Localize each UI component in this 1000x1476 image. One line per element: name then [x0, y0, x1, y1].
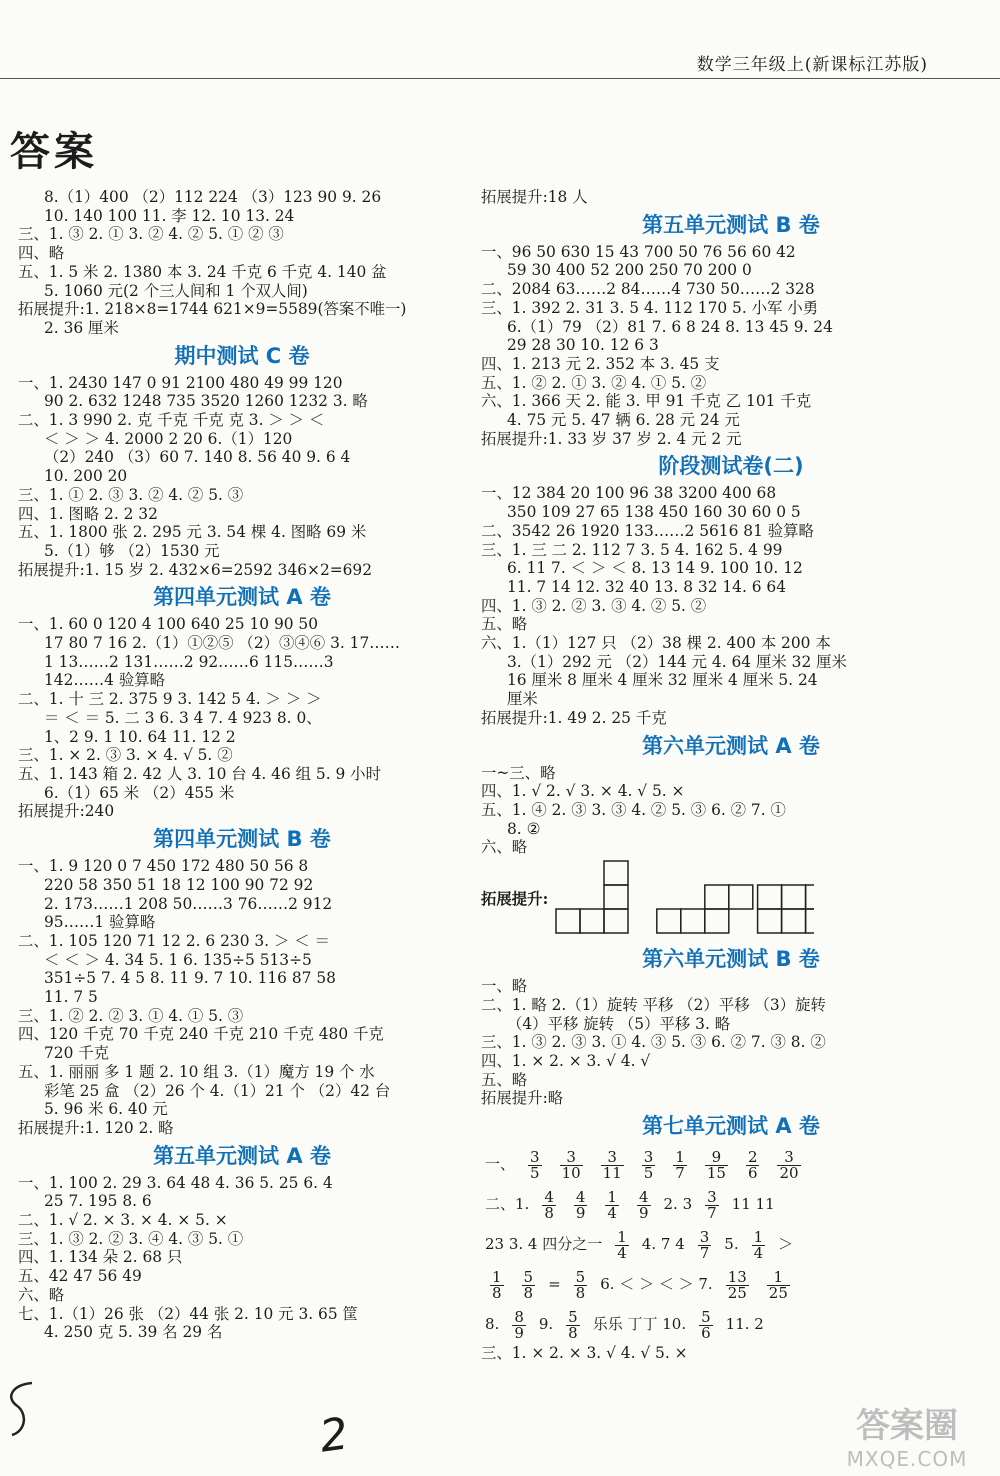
answer-line: 1、2 9. 1 10. 64 11. 12 2 [44, 727, 236, 746]
answer-line: 拓展提升:240 [18, 802, 115, 821]
net-square [604, 885, 628, 909]
answer-line: （2）240 （3）60 7. 140 8. 56 40 9. 6 4 [44, 448, 351, 467]
answer-line: 三、1. ① 2. ③ 3. ② 4. ② 5. ③ [18, 485, 244, 504]
denominator: 8 [492, 1283, 502, 1302]
answer-line: 拓展提升:1. 49 2. 25 千克 [481, 708, 667, 727]
denominator: 9 [514, 1323, 524, 1342]
denominator: 7 [675, 1163, 685, 1182]
answer-line: 一、1. 2430 147 0 91 2100 480 49 99 120 [18, 373, 343, 392]
answer-line: 五、略 [481, 615, 528, 634]
answer-line: 一、12 384 20 100 96 38 3200 400 68 [481, 484, 777, 503]
denominator: 4 [617, 1243, 627, 1262]
fraction [673, 1147, 687, 1182]
net-square [580, 909, 604, 933]
fraction [752, 1227, 766, 1262]
fraction [601, 1147, 624, 1182]
answer-line: 95……1 验算略 [44, 913, 156, 932]
answer-section [481, 941, 981, 1108]
answer-line: 一、1. 60 0 120 4 100 640 25 10 90 50 [18, 615, 319, 634]
fraction [615, 1227, 629, 1262]
answer-line: 一、1. 100 2. 29 3. 64 48 4. 36 5. 25 6. 4 [18, 1173, 333, 1192]
answer-section [18, 579, 466, 821]
answer-line: 二、3542 26 1920 133……2 5616 81 验算略 [481, 521, 814, 540]
fraction [767, 1267, 790, 1302]
numerator: 8 [514, 1307, 524, 1326]
fraction [705, 1187, 719, 1222]
answer-line: 1 13……2 131……2 92……6 115……3 [44, 652, 334, 671]
fraction-row [481, 1224, 981, 1264]
fraction [605, 1187, 619, 1222]
answer-line: 二、1. 105 120 71 12 2. 6 230 3. ＞ ＜ ＝ [18, 931, 330, 950]
section-title: 第六单元测试 A 卷 [642, 733, 820, 758]
answer-line: 3.（1）292 元 （2）144 元 4. 64 厘米 32 厘米 [507, 652, 847, 671]
answer-line: 二、1. 略 2.（1）旋转 平移 （2）平移 （3）旋转 [481, 995, 826, 1014]
fraction [777, 1147, 800, 1182]
numerator: 1 [767, 1270, 790, 1286]
answer-line: 一、略 [481, 977, 528, 996]
denominator: 6 [701, 1323, 711, 1342]
answer-text: 11 11 [731, 1195, 775, 1214]
watermark [822, 1398, 992, 1471]
answer-line: 142……4 验算略 [44, 671, 166, 690]
answer-line: 三、1. 392 2. 31 3. 5 4. 112 170 5. 小军 小勇 [481, 298, 819, 317]
answer-text: 11. 2 [725, 1315, 764, 1334]
question-label: 二、1. [485, 1195, 530, 1214]
fraction-row [481, 1304, 981, 1344]
numerator: 1 [753, 1227, 764, 1246]
fraction-row [481, 1184, 981, 1224]
fraction [522, 1267, 536, 1302]
answer-line: 五、1. 丽丽 多 1 题 2. 10 组 3.（1）魔方 19 个 水 [18, 1062, 375, 1081]
section-title: 期中测试 C 卷 [174, 343, 310, 368]
net-square [657, 909, 681, 933]
net-square [806, 909, 814, 933]
denominator: 7 [699, 1243, 710, 1262]
fraction [699, 1307, 713, 1342]
numerator: 13 [727, 1267, 747, 1286]
fraction [528, 1147, 542, 1182]
answer-line: 17 80 7 16 2.（1）①②⑤ （2）③④⑥ 3. 17…… [44, 634, 401, 653]
answer-line: 6.（1）79 （2）81 7. 6 8 24 8. 13 45 9. 24 [507, 317, 833, 336]
section-title: 第四单元测试 A 卷 [153, 585, 331, 610]
subject-header: 数学三年级上(新课标江苏版) [696, 55, 928, 75]
answer-line: 六、1.（1）127 只 （2）38 棵 2. 400 本 200 本 [481, 634, 831, 653]
answer-line: 8. ② [507, 819, 541, 838]
page-title: 答案 [10, 129, 98, 175]
answer-line: 6.（1）65 米 （2）455 米 [44, 783, 235, 802]
section-title: 第四单元测试 B 卷 [153, 827, 331, 852]
answer-line: 5.（1）够 （2）1530 元 [44, 541, 220, 560]
question-label: 一、 [485, 1155, 516, 1174]
numerator: 3 [530, 1147, 540, 1166]
net-square [705, 909, 729, 933]
fraction [637, 1187, 651, 1222]
answer-line: 七、1.（1）26 张 （2）44 张 2. 10 元 3. 65 筐 [18, 1304, 358, 1323]
denominator: 8 [575, 1283, 586, 1302]
answer-line: 二、1. √ 2. × 3. × 4. × 5. × [18, 1211, 228, 1230]
answer-line: 二、2084 63……2 84……4 730 50……2 328 [481, 280, 815, 299]
numerator: 3 [601, 1150, 624, 1166]
answer-line: 拓展提升:1. 33 岁 37 岁 2. 4 元 2 元 [481, 429, 742, 448]
answer-line: 三、1. × 2. × 3. √ 4. √ 5. × [481, 1344, 688, 1363]
answer-text: 4. 7 4 [641, 1235, 685, 1254]
answer-line: 四、1. 134 朵 2. 68 只 [18, 1248, 183, 1267]
answer-line: 59 30 400 52 200 250 70 200 0 [507, 261, 752, 280]
answer-line: 五、1. 5 米 2. 1380 本 3. 24 千克 6 千克 4. 140 盆 [18, 262, 387, 281]
answer-line: 4. 250 克 5. 39 名 29 名 [44, 1323, 223, 1342]
answer-text: 23 3. 4 四分之一 [485, 1235, 603, 1254]
numerator: 5 [701, 1307, 711, 1326]
answer-section [481, 188, 981, 207]
answer-section [18, 338, 466, 580]
left-column [18, 188, 466, 1342]
answer-line: 四、1. × 2. × 3. √ 4. √ [481, 1051, 651, 1070]
fraction [542, 1187, 556, 1222]
section-title: 第五单元测试 B 卷 [642, 212, 820, 237]
numerator: 1 [607, 1187, 617, 1206]
net-square [604, 909, 628, 933]
answer-line: 四、1. ③ 2. ② 3. ③ 4. ② 5. ② [481, 596, 707, 615]
answer-line: 五、42 47 56 49 [18, 1267, 142, 1286]
answer-line: 16 厘米 8 厘米 4 厘米 32 厘米 4 厘米 5. 24 [507, 671, 818, 690]
answer-section [481, 207, 981, 449]
answer-line: 彩笔 25 盒 （2）26 个 4.（1）21 个 （2）42 台 [44, 1081, 391, 1100]
answer-line: 四、1. 213 元 2. 352 本 3. 45 支 [481, 354, 720, 373]
answer-text: 5. [724, 1235, 739, 1254]
answer-section [18, 188, 466, 338]
answer-line: 拓展提升:1. 15 岁 2. 432×6=2592 346×2=692 [18, 560, 373, 579]
denominator: 4 [607, 1203, 617, 1222]
answer-text: ＞ [778, 1235, 794, 1254]
numerator: 5 [568, 1307, 578, 1326]
answer-line: ＜ ＜ ＞ 4. 34 5. 1 6. 135÷5 513÷5 [44, 950, 312, 969]
denominator: 20 [779, 1163, 799, 1182]
section-title: 第五单元测试 A 卷 [153, 1143, 331, 1168]
answer-line: 90 2. 632 1248 735 3520 1260 1232 3. 略 [44, 392, 368, 411]
denominator: 5 [643, 1163, 654, 1182]
answer-line: 三、1. × 2. ③ 3. × 4. √ 5. ② [18, 746, 233, 765]
answer-section [18, 821, 466, 1138]
answer-text: = [548, 1275, 561, 1294]
answer-text: 6. ＜ ＞ ＜ ＞ 7. [600, 1275, 713, 1294]
watermark-url: MXQE.COM [846, 1447, 968, 1471]
section-title: 第六单元测试 B 卷 [642, 947, 820, 972]
answer-line: 四、1. 图略 2. 2 32 [18, 504, 158, 523]
denominator: 9 [575, 1203, 586, 1222]
denominator: 4 [753, 1243, 764, 1262]
denominator: 9 [638, 1203, 649, 1222]
cube-net-figures [554, 859, 814, 939]
section-title: 第七单元测试 A 卷 [642, 1114, 820, 1139]
answer-line: 四、1. √ 2. √ 3. × 4. √ 5. × [481, 782, 685, 801]
fraction [574, 1267, 588, 1302]
answer-line: 11. 7 14 12. 32 40 13. 8 32 14. 6 64 [507, 577, 787, 596]
net-square [681, 909, 705, 933]
net-square [782, 909, 806, 933]
denominator: 11 [602, 1163, 622, 1182]
net-square [758, 885, 782, 909]
answer-line: 四、略 [18, 244, 65, 263]
denominator: 10 [561, 1163, 581, 1182]
denominator: 7 [707, 1203, 717, 1222]
watermark-logo-text: 答案圈 [856, 1406, 958, 1446]
answer-line: 六、略 [18, 1285, 65, 1304]
page-number: 2 [316, 1408, 352, 1463]
numerator: 1 [617, 1227, 627, 1246]
answer-line: 五、1. 1800 张 2. 295 元 3. 54 棵 4. 图略 69 米 [18, 523, 367, 542]
answer-line: 一、96 50 630 15 43 700 50 76 56 60 42 [481, 242, 796, 261]
numerator: 5 [523, 1267, 534, 1286]
section-title: 阶段测试卷(二) [658, 454, 804, 479]
fraction [490, 1267, 504, 1302]
answer-text: 乐乐 丁丁 10. [592, 1315, 687, 1334]
net-square [729, 885, 753, 909]
answer-text: 2. 3 [663, 1195, 693, 1214]
fraction [642, 1147, 656, 1182]
fraction [698, 1227, 712, 1262]
answer-line: 五、1. ④ 2. ③ 3. ③ 4. ② 5. ③ 6. ② 7. ① [481, 800, 786, 819]
answer-section [481, 728, 981, 942]
answer-line: 拓展提升:1. 218×8=1744 621×9=5589(答案不唯一) [18, 300, 407, 319]
answer-line: 六、1. 366 天 2. 能 3. 甲 91 千克 乙 101 千克 [481, 392, 812, 411]
answer-line: 4. 75 元 5. 47 辆 6. 28 元 24 元 [507, 411, 740, 430]
fraction [560, 1147, 583, 1182]
fraction [512, 1307, 526, 1342]
answer-line: 三、1. ② 2. ② 3. ① 4. ① 5. ③ [18, 1006, 244, 1025]
answer-line: 厘米 [507, 690, 538, 709]
answer-line: 350 109 27 65 138 450 160 30 60 0 5 [507, 503, 801, 522]
answer-section [481, 448, 981, 727]
answer-text: 9. [538, 1315, 554, 1334]
answer-line: 拓展提升:1. 120 2. 略 [18, 1118, 174, 1137]
answer-line: 六、略 [481, 838, 528, 857]
answer-line: 拓展提升:略 [481, 1089, 564, 1108]
answer-line: 五、略 [481, 1070, 528, 1089]
denominator: 6 [747, 1163, 758, 1182]
numerator: 3 [707, 1187, 717, 1206]
answer-line: 25 7. 195 8. 6 [44, 1192, 152, 1211]
handwritten-mark [2, 1375, 42, 1445]
net-square [705, 885, 729, 909]
denominator: 25 [727, 1283, 747, 1302]
answer-text: 8. [485, 1315, 500, 1334]
answer-line: ＝ ＜ ＝ 5. 二 3 6. 3 4 7. 4 923 8. 0、 [44, 708, 322, 727]
answer-line: 四、120 千克 70 千克 240 千克 210 千克 480 千克 [18, 1025, 384, 1044]
numerator: 2 [747, 1147, 758, 1166]
denominator: 15 [706, 1163, 726, 1182]
answer-line: 三、1. 三 二 2. 112 7 3. 5 4. 162 5. 4 99 [481, 540, 783, 559]
answer-line: 三、1. ③ 2. ③ 3. ① 4. ③ 5. ③ 6. ② 7. ③ 8. ② [481, 1033, 826, 1052]
numerator: 3 [560, 1150, 583, 1166]
denominator: 5 [530, 1163, 540, 1182]
answer-line: （4）平移 旋转 （5）平移 3. 略 [507, 1014, 731, 1033]
answer-line: 拓展提升:18 人 [481, 188, 588, 206]
fraction [566, 1307, 580, 1342]
numerator: 3 [699, 1227, 710, 1246]
denominator: 25 [768, 1283, 788, 1302]
answer-line: 二、1. 3 990 2. 克 千克 千克 克 3. ＞ ＞ ＜ [18, 411, 325, 430]
answer-line: 5. 96 米 6. 40 元 [44, 1100, 168, 1119]
answer-line: 五、1. 143 箱 2. 42 人 3. 10 台 4. 46 组 5. 9 小时 [18, 764, 381, 783]
fraction [746, 1147, 760, 1182]
net-square [782, 885, 806, 909]
numerator: 1 [492, 1267, 502, 1286]
answer-line: 720 千克 [44, 1044, 110, 1063]
fraction [574, 1187, 588, 1222]
answer-line: 二、1. 十 三 2. 375 9 3. 142 5 4. ＞ ＞ ＞ [18, 690, 322, 709]
numerator: 4 [575, 1187, 586, 1206]
answer-line: 8.（1）400 （2）112 224 （3）123 90 9. 26 [44, 188, 382, 206]
denominator: 8 [568, 1323, 578, 1342]
answer-line: 三、1. ③ 2. ① 3. ② 4. ② 5. ① ② ③ [18, 225, 284, 244]
extension-label: 拓展提升: [481, 889, 549, 908]
numerator: 1 [675, 1147, 685, 1166]
answer-line: 2. 173……1 208 50……3 76……2 912 [44, 894, 333, 913]
answer-line: 一、1. 9 120 0 7 450 172 480 50 56 8 [18, 857, 309, 876]
numerator: 5 [575, 1267, 586, 1286]
answer-line: 五、1. ② 2. ① 3. ② 4. ① 5. ② [481, 373, 707, 392]
answer-line: 2. 36 厘米 [44, 318, 119, 337]
answer-line: 10. 140 100 11. 李 12. 10 13. 24 [44, 206, 295, 225]
answer-line: 5. 1060 元(2 个三人间和 1 个双人间) [44, 281, 308, 300]
answer-line: 三、1. ③ 2. ② 3. ④ 4. ③ 5. ① [18, 1229, 244, 1248]
net-square [758, 909, 782, 933]
answer-line: 351÷5 7. 4 5 8. 11 9. 7 10. 116 87 58 [44, 969, 336, 988]
numerator: 4 [638, 1187, 649, 1206]
net-square [806, 885, 814, 909]
answer-section [481, 1108, 981, 1144]
answer-line: 一~三、略 [481, 763, 556, 782]
denominator: 8 [523, 1283, 534, 1302]
net-square [556, 909, 580, 933]
numerator: 3 [777, 1150, 800, 1166]
answer-line: 11. 7 5 [44, 988, 98, 1007]
fraction [726, 1267, 749, 1302]
fraction [705, 1147, 728, 1182]
answer-line: 29 28 30 10. 12 6 3 [507, 336, 659, 355]
net-square [604, 861, 628, 885]
numerator: 3 [643, 1147, 654, 1166]
header-rule [0, 78, 1000, 79]
answer-line: 10. 200 20 [44, 467, 128, 486]
answer-line: ＜ ＞ ＞ 4. 2000 2 20 6.（1）120 [44, 429, 293, 448]
denominator: 8 [544, 1203, 554, 1222]
answer-line: 220 58 350 51 18 12 100 90 72 92 [44, 875, 314, 894]
numerator: 9 [705, 1150, 728, 1166]
fraction-row [481, 1144, 981, 1184]
fraction-row [481, 1264, 981, 1304]
numerator: 4 [544, 1187, 554, 1206]
answer-line: 6. 11 7. ＜ ＞ ＜ 8. 13 14 9. 100 10. 12 [507, 559, 803, 578]
right-column [481, 188, 981, 1363]
answer-section [18, 1138, 466, 1342]
